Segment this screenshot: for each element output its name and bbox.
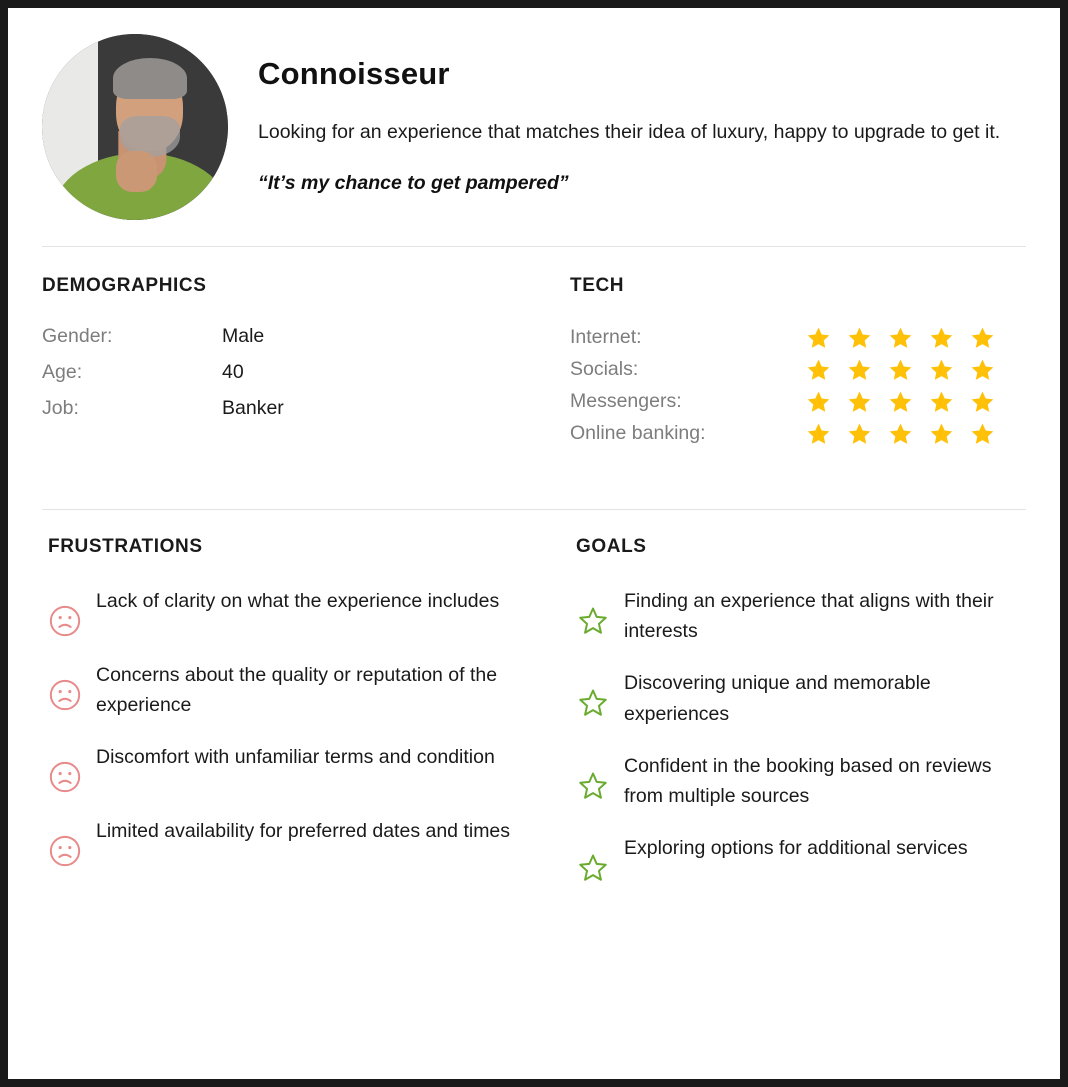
tech-row [570, 421, 1026, 446]
list-item [48, 816, 568, 868]
star-icon [806, 389, 831, 414]
list-item [576, 833, 1026, 885]
goals-section [568, 536, 1026, 907]
demographics-row [42, 397, 562, 420]
star-outline-icon [576, 604, 610, 638]
avatar-hair [113, 58, 187, 99]
frustrations-title: FRUSTRATIONS [48, 536, 203, 557]
frustration-text: Discomfort with unfamiliar terms and condition [96, 746, 495, 769]
star-icon [970, 389, 995, 414]
frame-border-left [0, 0, 8, 1087]
demographics-value: Male [222, 325, 265, 347]
demographics-title: DEMOGRAPHICS [42, 275, 207, 296]
frame-border-right [1060, 0, 1068, 1087]
tech-title: TECH [570, 275, 625, 296]
sad-face-icon [48, 678, 82, 712]
tech-label: Internet: [570, 326, 642, 348]
star-icon [929, 325, 954, 350]
tech-row [570, 325, 1026, 350]
star-icon [847, 357, 872, 382]
demographics-row [42, 361, 562, 384]
star-icon [806, 325, 831, 350]
star-icon [888, 325, 913, 350]
star-icon [888, 421, 913, 446]
demographics-label: Age: [42, 361, 83, 383]
goal-text: Exploring options for additional services [624, 837, 968, 860]
persona-header [8, 8, 1060, 220]
tech-rating-stars [806, 389, 995, 414]
tech-row [570, 389, 1026, 414]
goal-text: Confident in the booking based on reviews from multiple sources [624, 754, 992, 808]
avatar [42, 34, 228, 220]
star-outline-icon [576, 851, 610, 885]
star-outline-icon [576, 686, 610, 720]
frustration-text: Concerns about the quality or reputation of the experience [96, 664, 498, 717]
star-icon [847, 389, 872, 414]
persona-mid-section [8, 247, 1060, 453]
tech-section [562, 275, 1026, 453]
tech-label: Online banking: [570, 422, 706, 444]
tech-label: Socials: [570, 358, 639, 380]
list-item [576, 751, 1026, 811]
star-icon [847, 325, 872, 350]
frustrations-list [48, 586, 568, 868]
star-icon [970, 325, 995, 350]
sad-face-icon [48, 760, 82, 794]
list-item [48, 586, 568, 638]
star-outline-icon [576, 769, 610, 803]
star-icon [806, 421, 831, 446]
list-item [576, 668, 1026, 728]
star-icon [970, 357, 995, 382]
persona-card [8, 8, 1060, 1079]
page-title: Connoisseur [258, 56, 450, 91]
tech-rating-stars [806, 357, 995, 382]
demographics-value: Banker [222, 397, 284, 419]
frustration-text: Limited availability for preferred dates and times [96, 820, 511, 843]
avatar-hand [116, 151, 157, 192]
star-icon [806, 357, 831, 382]
goal-text: Finding an experience that aligns with their interests [624, 590, 994, 643]
star-icon [970, 421, 995, 446]
tech-rating-stars [806, 421, 995, 446]
frame-border-bottom [0, 1079, 1068, 1087]
tech-rating-stars [806, 325, 995, 350]
star-icon [888, 389, 913, 414]
persona-quote: “It’s my chance to get pampered” [258, 172, 569, 195]
demographics-value: 40 [222, 361, 244, 383]
list-item [48, 742, 568, 794]
frame-border-top [0, 0, 1068, 8]
frustration-text: Lack of clarity on what the experience includes [96, 590, 500, 612]
tech-row [570, 357, 1026, 382]
demographics-row [42, 325, 562, 348]
frustrations-section [48, 536, 568, 907]
list-item [48, 660, 568, 720]
tech-label: Messengers: [570, 390, 682, 412]
star-icon [847, 421, 872, 446]
goal-text: Discovering unique and memorable experiences [624, 672, 931, 725]
demographics-label: Gender: [42, 325, 113, 347]
demographics-label: Job: [42, 397, 79, 419]
persona-header-text [228, 34, 1020, 195]
star-icon [929, 389, 954, 414]
sad-face-icon [48, 604, 82, 638]
list-item [576, 586, 1026, 646]
persona-description: Looking for an experience that matches their idea of luxury, happy to upgrade to get it. [258, 121, 1001, 143]
demographics-section [42, 275, 562, 453]
goals-title: GOALS [576, 536, 647, 557]
star-icon [888, 357, 913, 382]
goals-list [576, 586, 1026, 885]
star-icon [929, 421, 954, 446]
star-icon [929, 357, 954, 382]
sad-face-icon [48, 834, 82, 868]
persona-bottom-section [8, 510, 1060, 907]
